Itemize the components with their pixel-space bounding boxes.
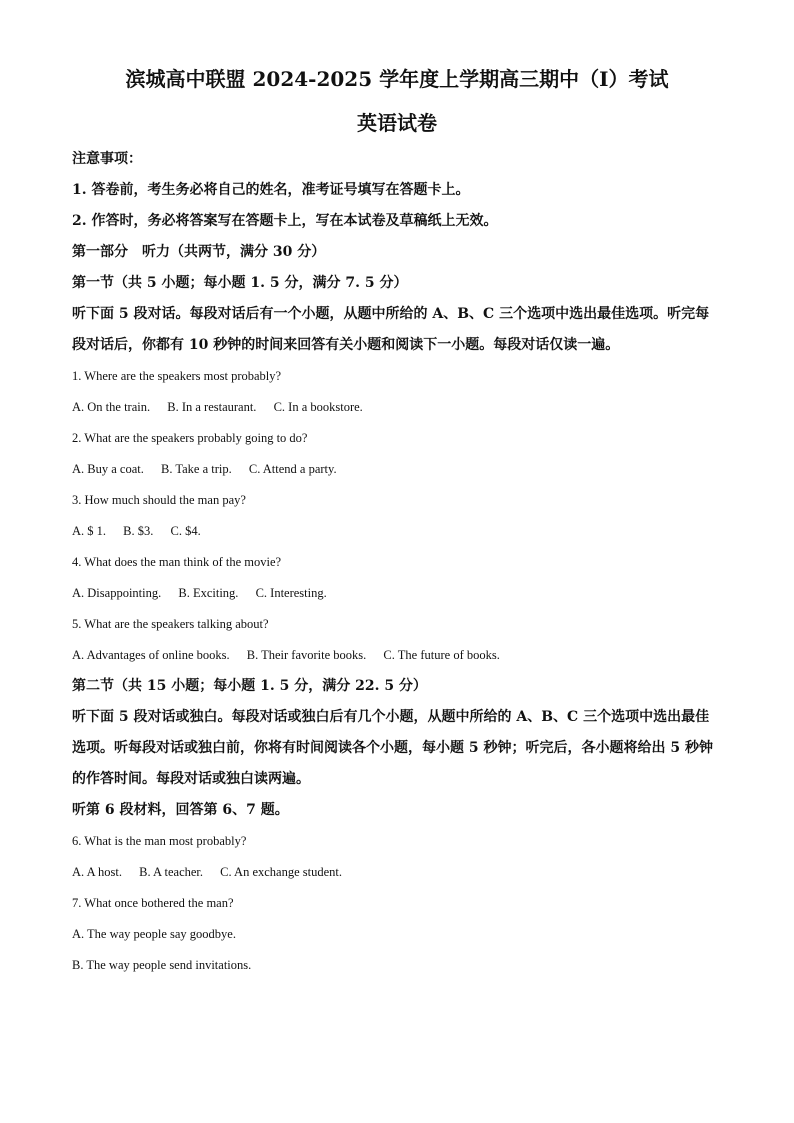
option-a: A. $ 1. <box>72 524 107 538</box>
question-7: 7. What once bothered the man? <box>72 896 234 910</box>
question-7-option-b: B. The way people send invitations. <box>72 958 252 972</box>
question-2-options <box>72 454 722 485</box>
question-4-options <box>72 578 722 609</box>
question-5: 5. What are the speakers talking about? <box>72 617 269 631</box>
question-1-options <box>72 392 722 423</box>
note-item-2: 2. 作答时，务必将答案写在答题卡上，写在本试卷及草稿纸上无效。 <box>72 213 498 229</box>
question-5-options <box>72 640 722 671</box>
notes-heading: 注意事项： <box>72 151 142 167</box>
material-6-heading: 听第 6 段材料，回答第 6、7 题。 <box>72 802 289 818</box>
option-c: C. Attend a party. <box>248 462 337 476</box>
exam-title: 滨城高中联盟 2024-2025 学年度上学期高三期中（I）考试 <box>125 67 669 91</box>
option-c: C. $4. <box>170 524 201 538</box>
question-1: 1. Where are the speakers most probably? <box>72 369 282 383</box>
exam-subtitle: 英语试卷 <box>357 111 437 135</box>
option-c: C. Interesting. <box>255 586 327 600</box>
question-3: 3. How much should the man pay? <box>72 493 246 507</box>
option-a: A. A host. <box>72 865 123 879</box>
question-4: 4. What does the man think of the movie? <box>72 555 282 569</box>
option-b: B. $3. <box>123 524 154 538</box>
option-b: B. Exciting. <box>178 586 239 600</box>
question-6-options <box>72 857 722 888</box>
option-c: C. An exchange student. <box>220 865 342 879</box>
question-2: 2. What are the speakers probably going to do? <box>72 431 308 445</box>
question-3-options <box>72 516 722 547</box>
question-7-option-a: A. The way people say goodbye. <box>72 927 236 941</box>
option-c: C. The future of books. <box>383 648 500 662</box>
note-item-1: 1. 答卷前，考生务必将自己的姓名，准考证号填写在答题卡上。 <box>72 182 470 198</box>
option-b: B. In a restaurant. <box>167 400 257 414</box>
option-b: B. A teacher. <box>139 865 204 879</box>
section1-instructions: 听下面 5 段对话。每段对话后有一个小题，从题中所给的 A、B、C 三个选项中选出最佳选项。听完每段对话后，你都有 10 秒钟的时间来回答有关小题和阅读下一小题。每段对话仅读一遍。 <box>72 306 710 353</box>
question-6: 6. What is the man most probably? <box>72 834 247 848</box>
section2-title: 第二节（共 15 小题；每小题 1. 5 分，满分 22. 5 分） <box>72 678 427 694</box>
option-a: A. Disappointing. <box>72 586 162 600</box>
option-b: B. Take a trip. <box>160 462 232 476</box>
option-c: C. In a bookstore. <box>273 400 363 414</box>
exam-page <box>72 64 722 981</box>
section1-title: 第一节（共 5 小题；每小题 1. 5 分，满分 7. 5 分） <box>72 275 408 291</box>
option-a: A. On the train. <box>72 400 151 414</box>
option-a: A. Advantages of online books. <box>72 648 230 662</box>
part1-title: 第一部分 听力（共两节，满分 30 分） <box>72 244 326 260</box>
option-b: B. Their favorite books. <box>246 648 367 662</box>
option-a: A. Buy a coat. <box>72 462 144 476</box>
section2-instructions: 听下面 5 段对话或独白。每段对话或独白后有几个小题，从题中所给的 A、B、C 三个选项中选出最佳选项。听每段对话或独白前，你将有时间阅读各个小题，每小题 5 秒钟；听完后，各小题将给出 5 秒钟的作答时间。每段对话或独白读两遍。 <box>72 709 713 787</box>
